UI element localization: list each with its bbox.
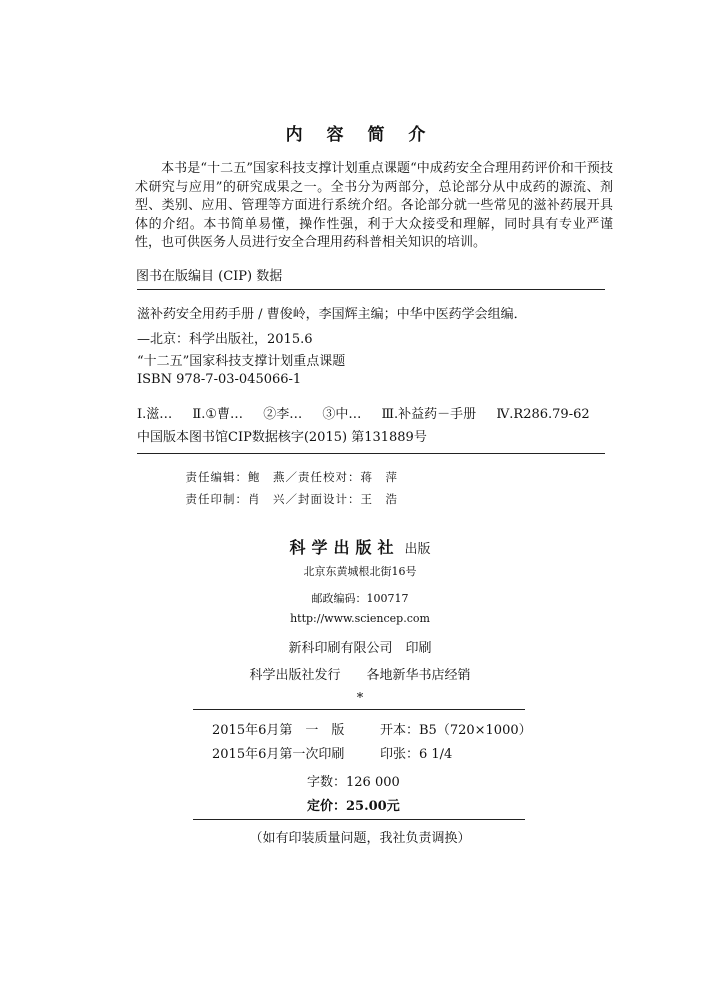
- cip-bottom-rule: [137, 453, 605, 454]
- cip-series-line: “十二五”国家科技支撑计划重点课题: [137, 354, 346, 369]
- publisher-address: 北京东黄城根北街16号: [303, 565, 417, 578]
- cip-class-item: Ⅰ.滋…: [137, 407, 173, 422]
- cip-class-item: Ⅲ.补益药－手册: [381, 407, 477, 422]
- cip-publisher-line: —北京：科学出版社，2015.6: [137, 332, 313, 347]
- printer-line: 新科印刷有限公司 印刷: [288, 641, 432, 656]
- publisher-heading: [0, 535, 720, 558]
- editor-label: 责任编辑：: [185, 470, 248, 484]
- publisher-postcode: 邮政编码：100717: [311, 592, 409, 605]
- printing-value: 肖 兴／封面设计：王 浩: [248, 492, 398, 506]
- word-count: 字数：126 000: [307, 775, 400, 790]
- cip-top-rule: [137, 289, 605, 290]
- publisher-url: http://www.sciencep.com: [290, 612, 430, 625]
- edition-text: 2015年6月第 一 版: [212, 723, 345, 738]
- quality-notice: （如有印装质量问题，我社负责调换）: [249, 831, 471, 846]
- editor-value: 鲍 燕／责任校对：蒋 萍: [248, 470, 398, 484]
- cip-class-item: ③中…: [322, 407, 362, 422]
- printing-text: 2015年6月第一次印刷: [212, 747, 345, 762]
- price: 定价：25.00元: [307, 799, 400, 814]
- cip-heading: 图书在版编目 (CIP) 数据: [136, 269, 283, 284]
- edition-row-1: [212, 719, 532, 738]
- price-rule: [193, 819, 525, 820]
- edition-rule: [193, 709, 525, 710]
- edition-row-2: [212, 743, 452, 762]
- cip-title-line: 滋补药安全用药手册 / 曹俊岭，李国辉主编；中华中医药学会组编．: [137, 307, 527, 322]
- publisher-name: 科学出版社: [289, 538, 400, 557]
- printing-label: 责任印制：: [185, 492, 248, 506]
- distribution-line: 科学出版社发行 各地新华书店经销: [249, 668, 471, 683]
- printing-staff-line: [148, 491, 398, 507]
- sheets-text: 印张：6 1/4: [380, 747, 453, 762]
- cip-class-item: Ⅳ.R286.79-62: [496, 407, 590, 422]
- cip-class-item: Ⅱ.①曹…: [192, 407, 244, 422]
- cip-class-item: ②李…: [263, 407, 303, 422]
- publisher-suffix: 出版: [404, 542, 431, 557]
- cip-isbn: ISBN 978-7-03-045066-1: [137, 372, 302, 387]
- editor-line: [148, 469, 398, 485]
- cip-classification: [137, 403, 590, 422]
- intro-paragraph: [135, 160, 613, 253]
- intro-text: 本书是“十二五”国家科技支撑计划重点课题“中成药安全合理用药评价和干预技术研究与应用”的研究成果之一。全书分为两部分，总论部分从中成药的源流、剂型、类别、应用、管理等方面进行系统介绍。各论部分就一些常见的滋补药展开具体的介绍。本书简单易懂，操作性强，利于大众接受和理解，同时具有专业严谨性，也可供医务人员进行安全合理用药科普相关知识的培训。: [135, 161, 613, 250]
- cip-verification: 中国版本图书馆CIP数据核字(2015) 第131889号: [137, 430, 427, 445]
- page-title: 内 容 简 介: [285, 125, 435, 145]
- format-text: 开本：B5（720×1000）: [380, 723, 532, 738]
- separator-star: *: [356, 691, 364, 706]
